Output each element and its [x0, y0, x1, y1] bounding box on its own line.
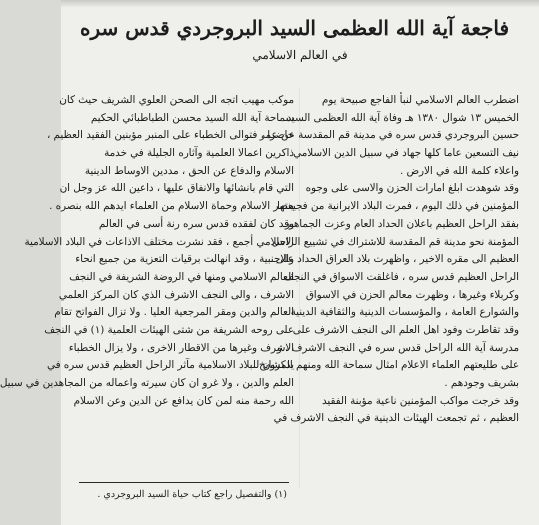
text-line: على روحه الشريفة من شتى الهيئات العلمية (١) في النجف [44, 323, 294, 336]
article-title: فاجعة آية الله العظمى السيد البروجردي قدس سره [79, 16, 509, 40]
text-line: على طليعتهم العلماء الاعلام امثال سماحة الله ومنهم المشايخ [258, 359, 519, 372]
text-line: موكب مهيب اتجه الى الصحن العلوي الشريف حيث كان [59, 94, 294, 106]
text-line: وقد كان لفقده قدس سره رنة أسى في العالم [98, 217, 294, 230]
page-top-edge-shadow [61, 0, 539, 8]
text-line: بفقد الراحل العظيم باعلان الحداد العام وعزت الجماهير [285, 217, 519, 230]
footnote-divider [79, 482, 289, 483]
footnote: (١) والتفصيل راجع كتاب حياة السيد البروجردي . [97, 489, 287, 500]
text-line: المؤمنين في ذلك اليوم ، فمرت البلاد الايرانية من فجيعتها [276, 200, 519, 213]
text-line: المؤمنة نحو مدينة قم المقدسة للاشتراك في تشييع الراحل [271, 235, 519, 248]
text-line: العالم الاسلامي ومنها في الروضة الشريفة في النجف [69, 270, 294, 283]
text-line: العلم والدين ، ولا غرو ان كان سيرته واعماله من المجاهدين في سبيل [0, 377, 294, 389]
text-line: الله رحمة منه لمن كان يدافع عن الدين وعن الاسلام [73, 394, 294, 407]
text-line: الاسلام والدفاع عن الحق ، مددين الاوساط الدينية [84, 164, 294, 177]
text-line: الخميس ١٣ شوال ١٣٨٠ هـ وفاة آية الله العظمى السيد [286, 111, 519, 124]
text-line: ذاكرين اعمالا العلمية وآثاره الجليلة في خدمة [104, 147, 294, 160]
article-subtitle: في العالم الاسلامي [252, 48, 348, 62]
text-line: وكربلاء وغيرها ، وظهرت معالم الحزن في الاسواق [305, 288, 519, 301]
text-line: الاشرف وغيرها من الاقطار الاخرى ، ولا يزال الخطباء [68, 341, 294, 354]
text-line: والاجنبية ، وقد انهالت برقيات التعزية من جميع انحاء [75, 253, 294, 266]
text-line: وقد تقاطرت وفود اهل العلم الى النجف الاشرف على [292, 323, 519, 336]
article-column-left [0, 92, 294, 410]
text-line: العالم والدين ومقر المرجعية العليا . ولا تزال الفواتح تقام [54, 306, 294, 319]
text-line: ينصر الاسلام وحماة الاسلام من العلماء ايدهم الله بنصره . [49, 200, 294, 213]
text-line: مدرسة آية الله الراحل قدس سره في النجف الاشرف ، و [276, 341, 519, 354]
text-line: الاشرف ، والى النجف الاشرف الذي كان المركز العلمي [58, 288, 294, 301]
text-line: حاضرا ، فتوالى الخطباء على المنبر مؤبنين الفقيد العظيم ، [46, 129, 294, 142]
text-line: حسين البروجردي قدس سره في مدينة قم المقدسة عن عمر [259, 129, 519, 142]
text-line: الراحل العظيم قدس سره ، فاغلقت الاسواق في النجف [283, 270, 519, 283]
text-line: والشوارع العامة ، والمؤسسات الدينية والثقافية الدينية . [284, 306, 519, 319]
text-line: واعلاء كلمة الله في الارض . [400, 164, 519, 177]
text-line: العظيم الى مقره الاخير ، واظهرت بلاد العراق الحداد على [275, 253, 519, 266]
text-line: بشريف وجودهم . [444, 377, 519, 389]
text-line: التي قام بانشائها والانفاق عليها ، داعين الله عز وجل ان [59, 182, 294, 195]
text-line: وقد شوهدت ابلغ امارات الحزن والاسى على وجوه [305, 182, 519, 195]
text-line: وقد خرجت مواكب المؤمنين ناعية مؤبنة الفقيد [321, 394, 519, 407]
article-column-right [258, 92, 519, 428]
text-line: العظيم ، ثم تجمعت الهيئات الدينية في النجف الاشرف في [273, 412, 519, 425]
text-line: يذكرون للبلاد الاسلامية مآثر الراحل العظيم قدس سره في [47, 359, 294, 372]
text-line: نيف التسعين عاما كلها جهاد في سبيل الدين الاسلامي [293, 147, 519, 160]
text-line: اضطرب العالم الاسلامي لنبأ الفاجع صبيحة يوم [321, 94, 519, 106]
text-line: سماحة آية الله السيد محسن الطباطبائي الحكيم [90, 111, 294, 124]
text-line: الاسلامي أجمع ، فقد نشرت مختلف الاذاعات في البلاد الاسلامية [24, 235, 294, 248]
